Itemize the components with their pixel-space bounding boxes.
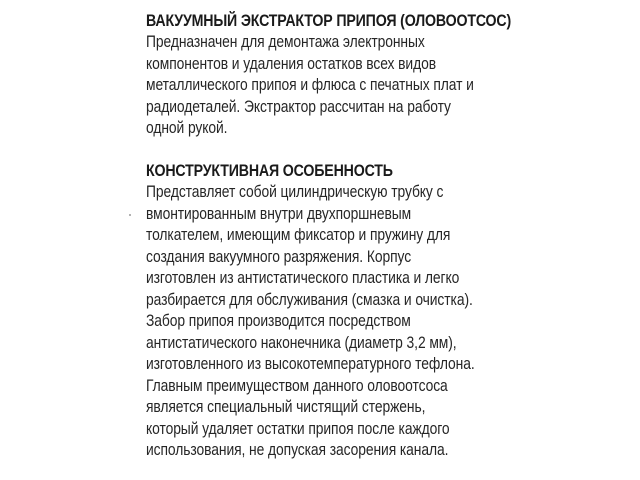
design-text-line: вмонтированным внутри двухпоршневым [146,204,412,223]
design-text-line: Главным преимуществом данного оловоотсоса [146,376,448,395]
purpose-text-line: одной рукой. [146,119,228,137]
design-text-line: антистатического наконечника (диаметр 3,2 мм), [146,333,457,352]
scan-speck-decoration [129,214,131,216]
design-text-line: Представляет собой цилиндрическую трубку с [146,183,444,201]
design-text-line: Забор припоя производится посредством [146,312,411,330]
purpose-text-line: Предназначен для демонтажа электронных [146,33,425,51]
design-text-line: изготовленного из высокотемпературного тефлона. [146,355,475,373]
section-design-feature [146,160,506,462]
purpose-text-line: радиодеталей. Экстрактор рассчитан на работу [146,97,451,116]
design-text-line: разбирается для обслуживания (смазка и очистка). [146,290,473,309]
design-text-line: создания вакуумного разряжения. Корпус [146,247,412,266]
section-purpose [146,10,512,140]
section-title-purpose: ВАКУУМНЫЙ ЭКСТРАКТОР ПРИПОЯ (ОЛОВООТСОС) [146,12,512,30]
design-text-line: который удаляет остатки припоя после каждого [146,419,450,438]
purpose-text-line: металлического припоя и флюса с печатных плат и [146,76,474,94]
design-text-line: использования, не допуская засорения канала. [146,441,449,459]
design-text-line: изготовлен из антистатического пластика и легко [146,269,460,287]
design-text-line: толкателем, имеющим фиксатор и пружину для [146,226,451,244]
section-title-design-feature: КОНСТРУКТИВНАЯ ОСОБЕННОСТЬ [146,162,393,180]
purpose-text-line: компонентов и удаления остатков всех видов [146,54,436,73]
design-text-line: является специальный чистящий стержень, [146,398,426,416]
